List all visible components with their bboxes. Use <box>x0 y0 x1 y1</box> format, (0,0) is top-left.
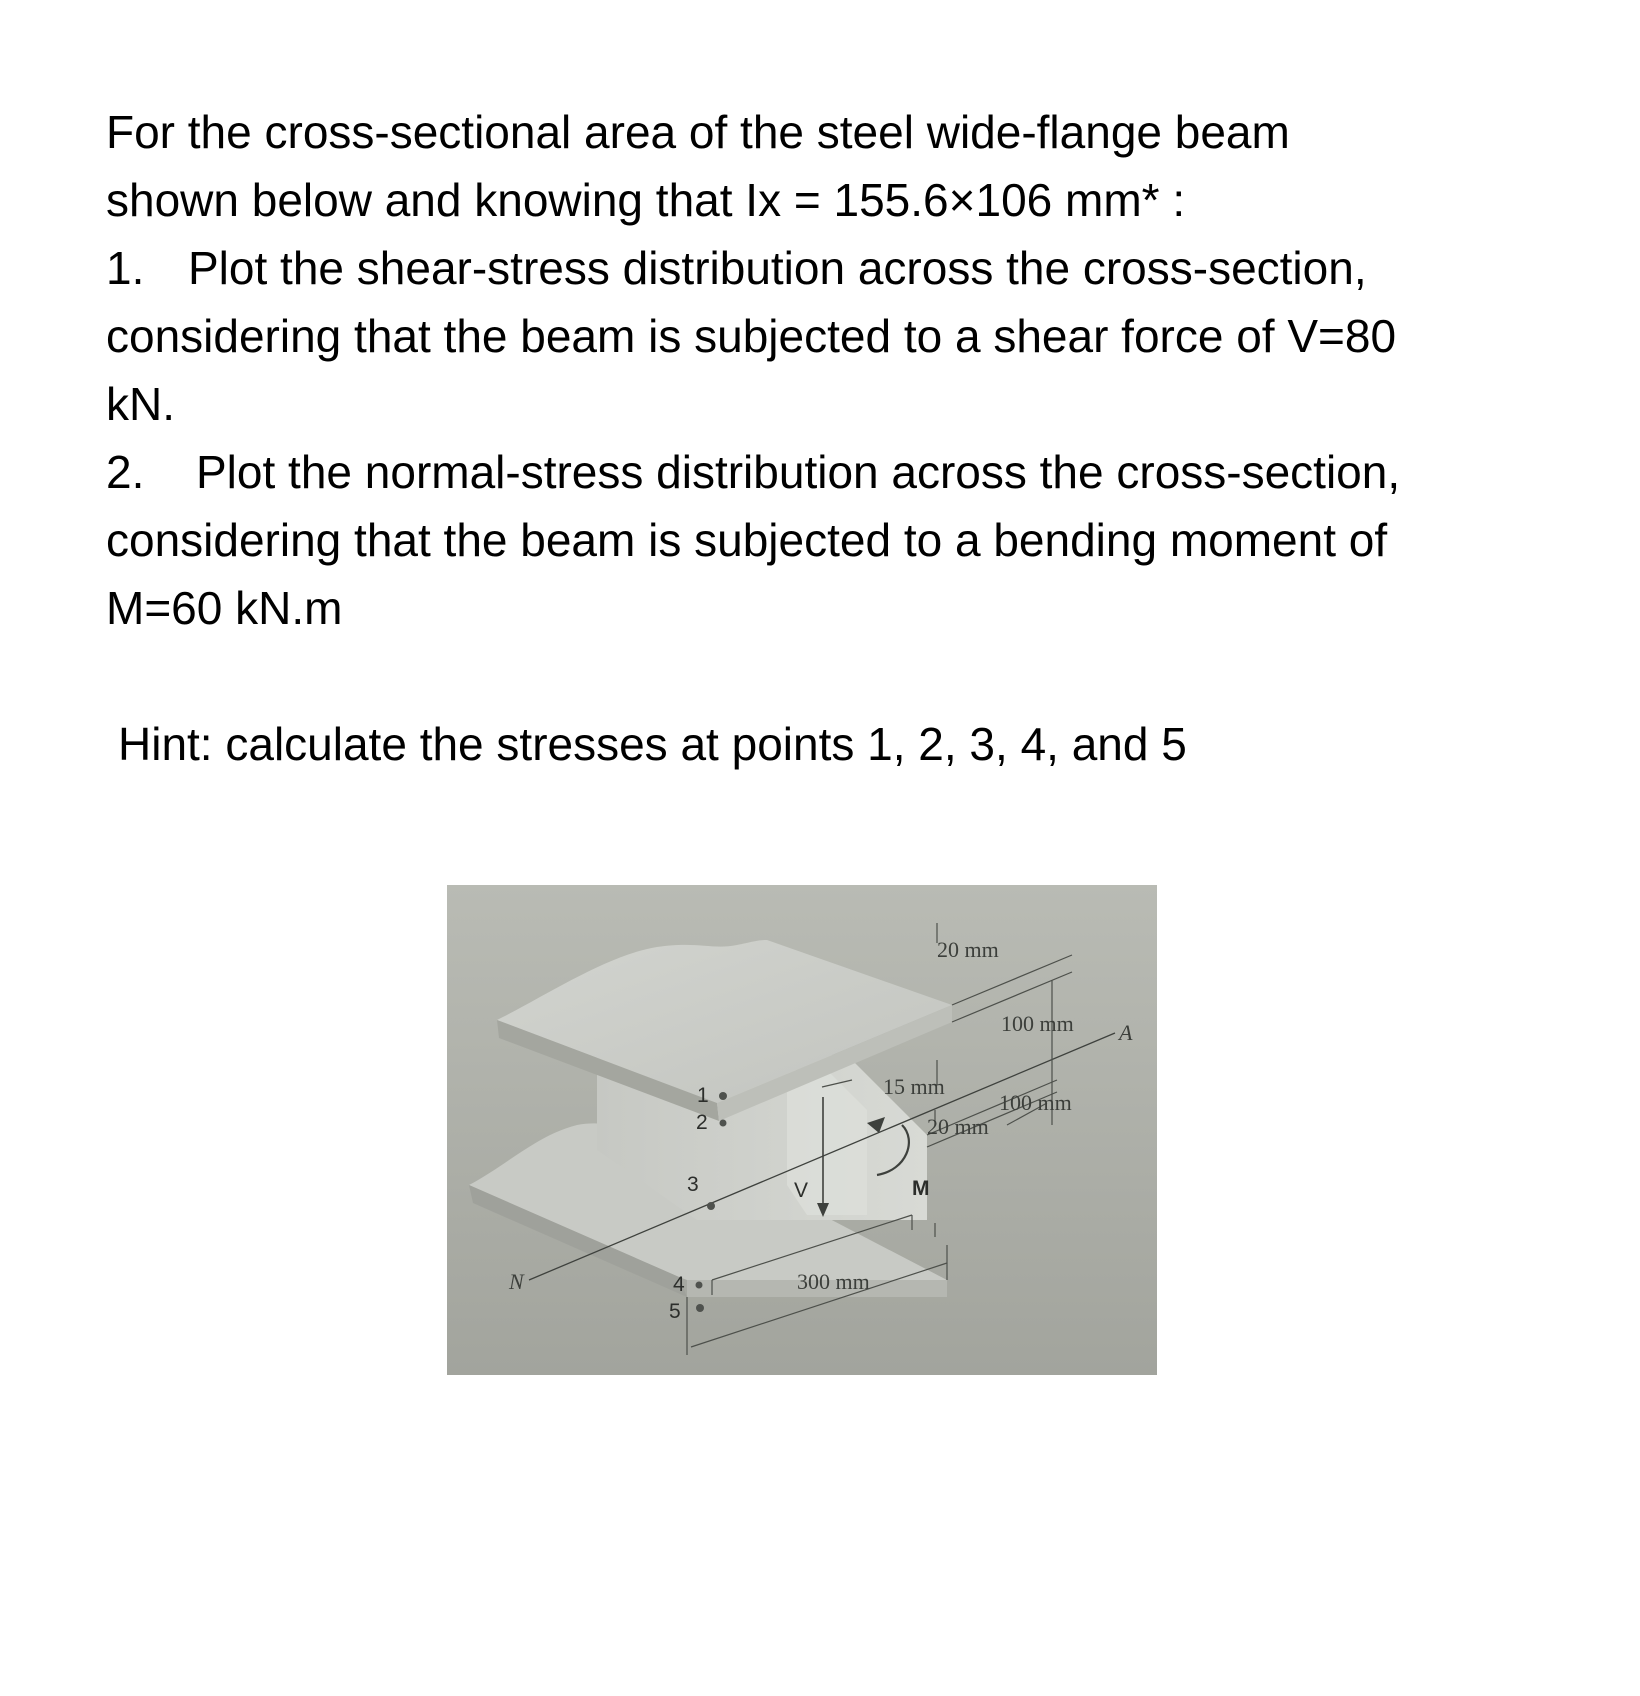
beam-figure <box>447 885 1157 1375</box>
intro-line-1: For the cross-sectional area of the steel wide-flange beam <box>106 106 1290 158</box>
dim-bottom-flange: 20 mm <box>927 1114 989 1139</box>
item-2-line-2: considering that the beam is subjected to a bending moment of <box>106 514 1388 566</box>
item-2-line-3: M=60 kN.m <box>106 582 343 634</box>
dim-lower-half: 100 mm <box>999 1090 1072 1115</box>
point-marker-5 <box>696 1304 704 1312</box>
item-1-text: Plot the shear-stress distribution across the cross-section, <box>188 242 1367 294</box>
point-label-2: 2 <box>696 1111 708 1134</box>
point-marker-4 <box>696 1282 703 1289</box>
item-2-number: 2. <box>106 446 145 498</box>
intro-line-2: shown below and knowing that Ix = 155.6×106 mm* : <box>106 174 1186 226</box>
dim-upper-half: 100 mm <box>1001 1011 1074 1036</box>
item-1-line-2: considering that the beam is subjected to a shear force of V=80 <box>106 310 1397 362</box>
point-label-1: 1 <box>697 1084 709 1107</box>
point-label-5: 5 <box>669 1300 681 1323</box>
point-label-4: 4 <box>673 1273 685 1296</box>
shear-label-v: V <box>794 1179 809 1202</box>
point-marker-2 <box>720 1120 727 1127</box>
item-1-number: 1. <box>106 242 145 294</box>
item-2-text: Plot the normal-stress distribution across the cross-section, <box>196 446 1401 498</box>
point-marker-3 <box>707 1202 715 1210</box>
dim-top-flange: 20 mm <box>937 937 999 962</box>
beam-diagram <box>447 885 1157 1375</box>
hint-text: Hint: calculate the stresses at points 1, 2, 3, 4, and 5 <box>118 718 1187 770</box>
item-1-line-3: kN. <box>106 378 175 430</box>
axis-label-a: A <box>1119 1020 1133 1045</box>
axis-label-n: N <box>509 1269 524 1294</box>
dim-width: 300 mm <box>797 1269 870 1294</box>
item-2-line-1 <box>106 438 1546 506</box>
dim-web: 15 mm <box>883 1074 945 1099</box>
problem-statement <box>106 98 1546 642</box>
moment-label-m: M <box>912 1177 930 1200</box>
item-1-line-1 <box>106 234 1546 302</box>
point-label-3: 3 <box>687 1173 699 1196</box>
point-marker-1 <box>719 1092 727 1100</box>
